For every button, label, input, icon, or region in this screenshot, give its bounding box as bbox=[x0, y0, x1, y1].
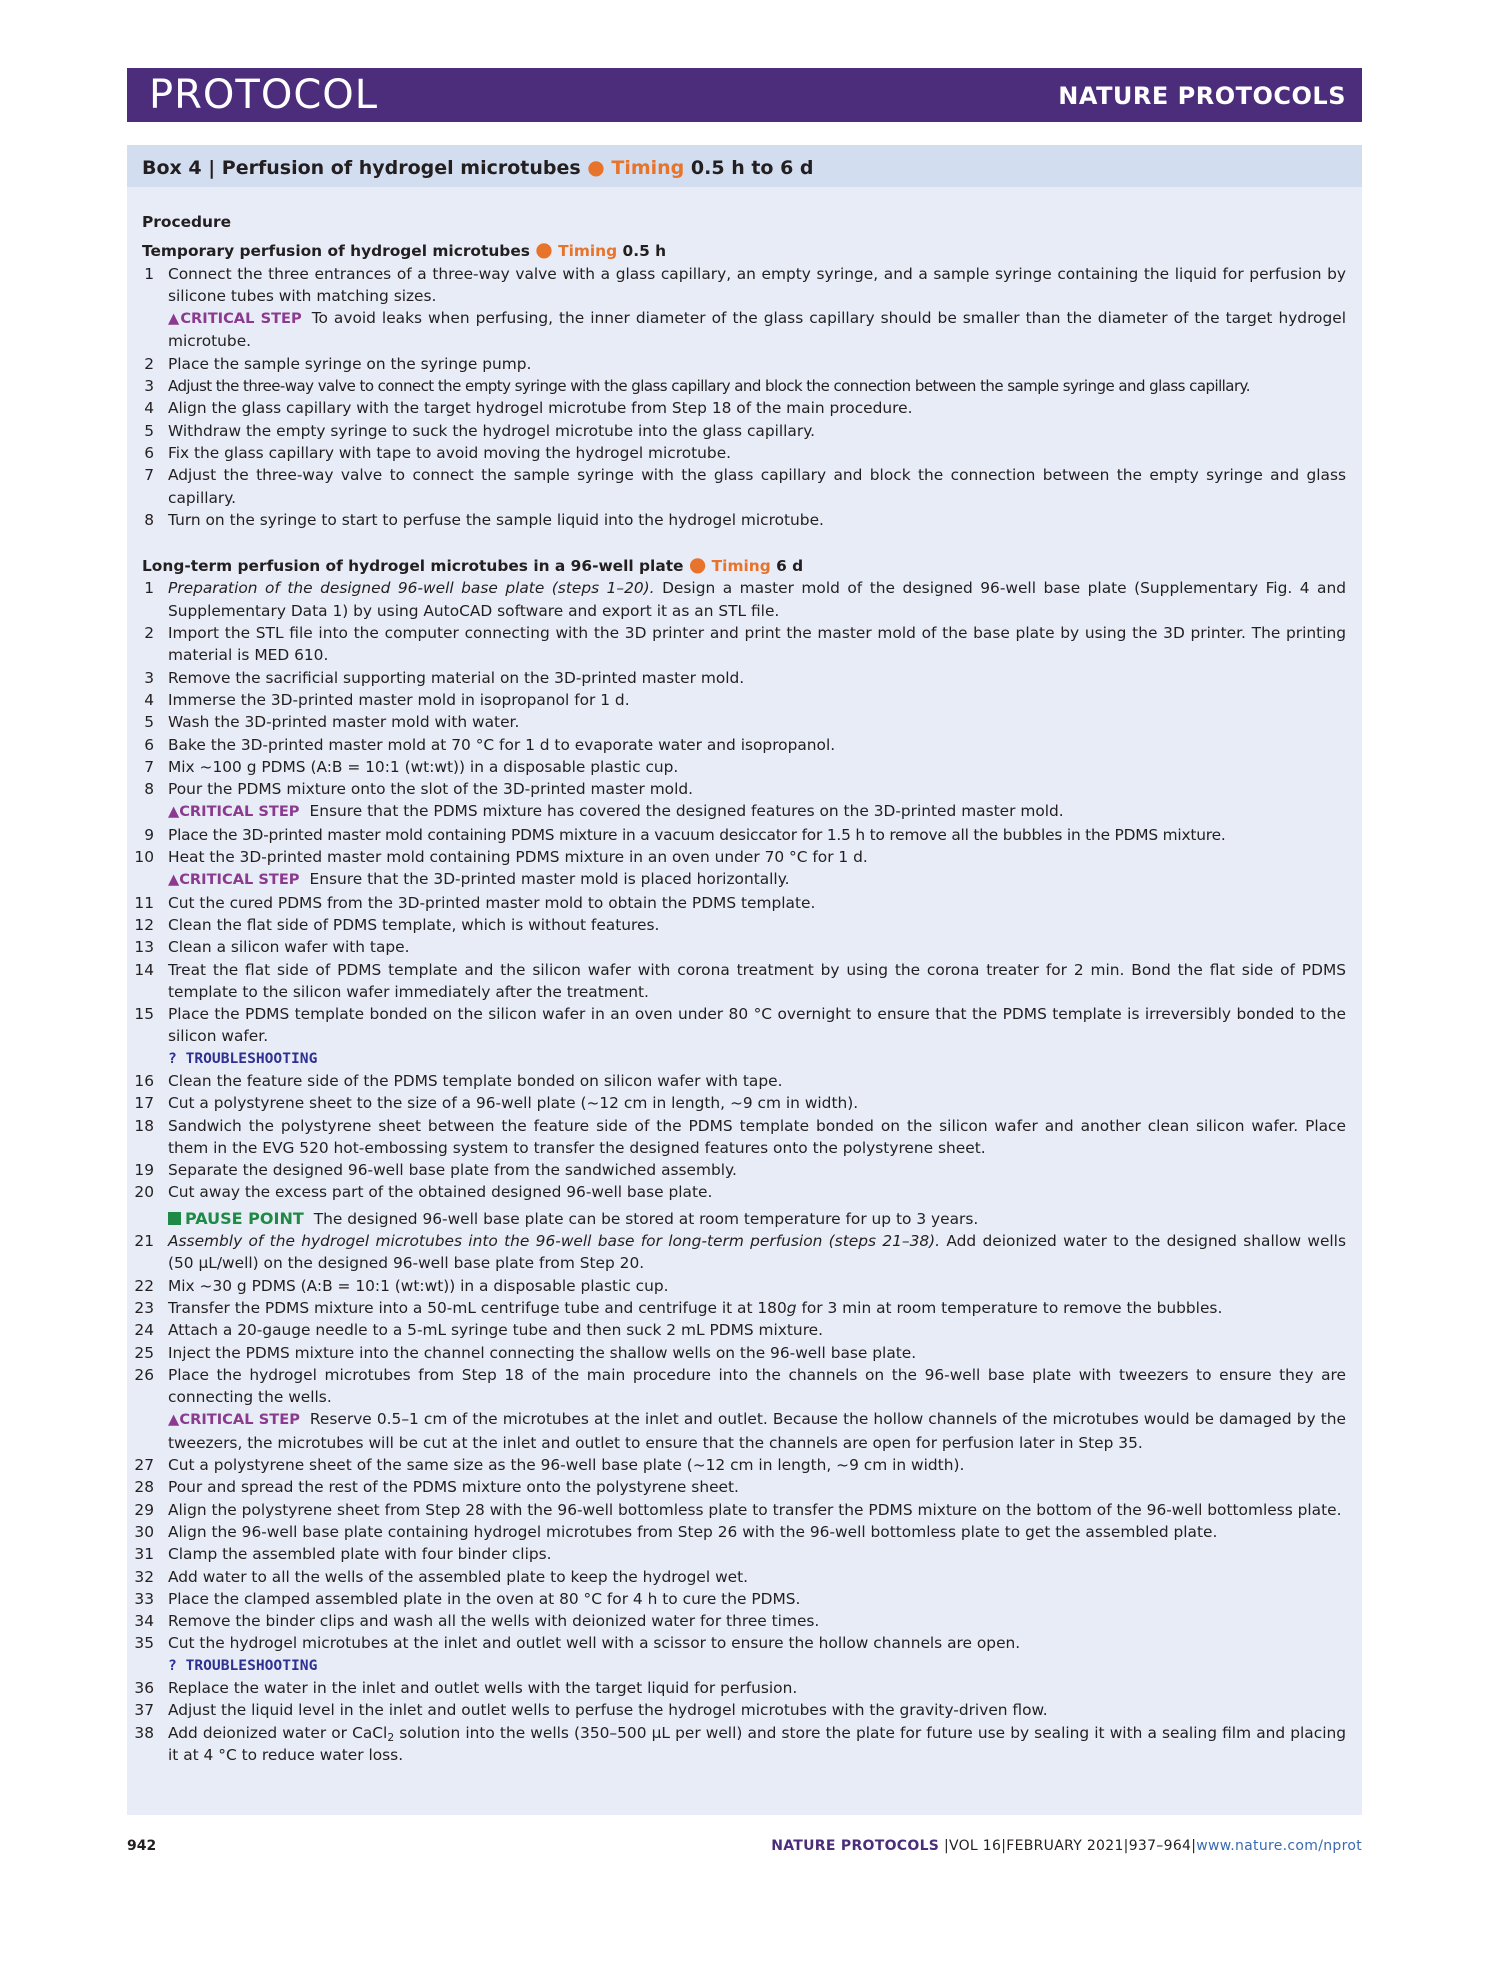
list-item: 9 Place the 3D-printed master mold containing PDMS mixture in a vacuum desiccator for 1.5 h to remove all the bubbles in the PDMS mixture. bbox=[144, 825, 1226, 844]
list-item: 3 Adjust the three-way valve to connect the empty syringe with the glass capillary and block the connection between the sample syringe and glass capillary. bbox=[144, 377, 1250, 396]
list-item: 32 Add water to all the wells of the assembled plate to keep the hydrogel wet. bbox=[134, 1567, 749, 1586]
timing-value: 0.5 h bbox=[622, 242, 667, 261]
list-item: 5 Withdraw the empty syringe to suck the hydrogel microtube into the glass capillary. bbox=[144, 421, 815, 440]
box-title-text: Box 4 | Perfusion of hydrogel microtubes bbox=[142, 157, 581, 179]
list-item: 6 Bake the 3D-printed master mold at 70 °C for 1 d to evaporate water and isopropanol. bbox=[144, 735, 836, 754]
list-item: 25 Inject the PDMS mixture into the channel connecting the shallow wells on the 96-well base plate. bbox=[134, 1343, 917, 1362]
list-item: 28 Pour and spread the rest of the PDMS mixture onto the polystyrene sheet. bbox=[134, 1478, 739, 1497]
critical-step: ▲CRITICAL STEP Ensure that the 3D-printed master mold is placed horizontally. bbox=[168, 870, 790, 889]
list-item: 35 Cut the hydrogel microtubes at the inlet and outlet well with a scissor to ensure the hollow channels are open. bbox=[134, 1634, 1021, 1653]
list-item: 14 Treat the flat side of PDMS template and the silicon wafer with corona treatment by using the corona treater for 2 min. Bond the flat side of PDMS template to the silicon wafer immediately after the treatment. bbox=[134, 960, 1346, 1001]
timing-value: 0.5 h to 6 d bbox=[690, 157, 814, 179]
list-item: 4 Immerse the 3D-printed master mold in isopropanol for 1 d. bbox=[144, 690, 630, 709]
troubleshooting-label: ? TROUBLESHOOTING bbox=[168, 1656, 318, 1674]
list-item: 30 Align the 96-well base plate containing hydrogel microtubes from Step 26 with the 96-well bottomless plate to get the assembled plate. bbox=[134, 1522, 1218, 1541]
temporary-heading-text: Temporary perfusion of hydrogel microtubes bbox=[142, 242, 530, 261]
list-item: 11 Cut the cured PDMS from the 3D-printed master mold to obtain the PDMS template. bbox=[134, 893, 816, 912]
list-item: 31 Clamp the assembled plate with four binder clips. bbox=[134, 1545, 552, 1564]
list-item: 34 Remove the binder clips and wash all the wells with deionized water for three times. bbox=[134, 1612, 820, 1631]
footer-date: FEBRUARY 2021 bbox=[1006, 1838, 1124, 1854]
timing-dot-icon: ● bbox=[535, 237, 553, 262]
list-item: 6 Fix the glass capillary with tape to avoid moving the hydrogel microtube. bbox=[144, 443, 732, 462]
timing-dot-icon: ● bbox=[587, 155, 605, 179]
list-item: 8 Pour the PDMS mixture onto the slot of the 3D-printed master mold. bbox=[144, 780, 694, 799]
list-item: 19 Separate the designed 96-well base plate from the sandwiched assembly. bbox=[134, 1161, 737, 1180]
critical-step: ▲CRITICAL STEP Reserve 0.5–1 cm of the microtubes at the inlet and outlet. Because the hollow channels of the microtubes would be damaged by the tweezers, the microtubes will be cut at the inlet and outlet to ensure that the channels are open for perfusion later in Step 35. bbox=[168, 1410, 1346, 1452]
list-item: 5 Wash the 3D-printed master mold with water. bbox=[144, 713, 520, 732]
long-term-heading-text: Long-term perfusion of hydrogel microtubes in a 96-well plate bbox=[142, 557, 684, 576]
list-item: 1 Connect the three entrances of a three-way valve with a glass capillary, an empty syringe, and a sample syringe containing the liquid for perfusion by silicone tubes with matching sizes. bbox=[144, 264, 1346, 305]
footer-volume: VOL 16 bbox=[948, 1838, 1002, 1854]
list-item: 7 Mix ~100 g PDMS (A:B = 10:1 (wt:wt)) in a disposable plastic cup. bbox=[144, 757, 679, 776]
list-item: 13 Clean a silicon wafer with tape. bbox=[134, 938, 410, 957]
list-item: 27 Cut a polystyrene sheet of the same size as the 96-well base plate (~12 cm in length, ~9 cm in width). bbox=[134, 1456, 965, 1475]
temporary-heading bbox=[142, 238, 1346, 262]
temporary-steps bbox=[142, 263, 1346, 532]
footer-url[interactable]: www.nature.com/nprot bbox=[1196, 1838, 1362, 1854]
list-item: 38 Add deionized water or CaCl$_2$ solution into the wells (350–500 μL per well) and store the plate for future use by sealing it with a sealing film and placing it at 4 °C to reduce water loss. bbox=[134, 1723, 1346, 1764]
list-item: 16 Clean the feature side of the PDMS template bonded on silicon wafer with tape. bbox=[134, 1071, 783, 1090]
long-term-steps bbox=[134, 577, 1346, 1766]
header-bar bbox=[127, 68, 1362, 122]
footer-pages: 937–964 bbox=[1128, 1838, 1192, 1854]
list-item: 23 Transfer the PDMS mixture into a 50-mL centrifuge tube and centrifuge it at 180g for 3 min at room temperature to remove the bubbles. bbox=[134, 1298, 1223, 1317]
list-item: 12 Clean the flat side of PDMS template, which is without features. bbox=[134, 915, 660, 934]
timing-label: Timing bbox=[711, 557, 771, 576]
section-label: PROTOCOL bbox=[149, 72, 379, 118]
journal-name: NATURE PROTOCOLS bbox=[1058, 82, 1346, 110]
list-item: 3 Remove the sacrificial supporting material on the 3D-printed master mold. bbox=[144, 668, 745, 687]
list-item: 1 Preparation of the designed 96-well base plate (steps 1–20). Design a master mold of the designed 96-well base plate (Supplementary Fig. 4 and Supplementary Data 1) by using AutoCAD software and export it as an STL file. bbox=[144, 579, 1346, 620]
list-item: 36 Replace the water in the inlet and outlet wells with the target liquid for perfusion. bbox=[134, 1679, 798, 1697]
list-item: 17 Cut a polystyrene sheet to the size of a 96-well plate (~12 cm in length, ~9 cm in width). bbox=[134, 1094, 859, 1113]
page-number: 942 bbox=[127, 1838, 157, 1854]
timing-label: Timing bbox=[558, 242, 618, 261]
list-item: 20 Cut away the excess part of the obtained designed 96-well base plate. bbox=[134, 1183, 713, 1202]
timing-dot-icon: ● bbox=[688, 552, 707, 577]
list-item: 2 Import the STL file into the computer connecting with the 3D printer and print the master mold of the base plate by using the 3D printer. The printing material is MED 610. bbox=[144, 624, 1346, 665]
list-item: 8 Turn on the syringe to start to perfuse the sample liquid into the hydrogel microtube. bbox=[144, 510, 824, 529]
procedure-heading: Procedure bbox=[142, 213, 232, 231]
box-4 bbox=[127, 145, 1362, 1815]
critical-step: ▲CRITICAL STEP To avoid leaks when perfusing, the inner diameter of the glass capillary should be smaller than the diameter of the target hydrogel microtube. bbox=[168, 309, 1346, 351]
list-item: 2 Place the sample syringe on the syringe pump. bbox=[144, 354, 532, 373]
list-item: 15 Place the PDMS template bonded on the silicon wafer in an oven under 80 °C overnight to ensure that the PDMS template is irreversibly bonded to the silicon wafer. bbox=[134, 1005, 1346, 1046]
box-title-bar bbox=[127, 145, 1362, 187]
journal-citation: NATURE PROTOCOLS |VOL 16|FEBRUARY 2021|937–964|www.nature.com/nprot bbox=[771, 1838, 1362, 1854]
box-title bbox=[142, 155, 814, 179]
list-item: 24 Attach a 20-gauge needle to a 5-mL syringe tube and then suck 2 mL PDMS mixture. bbox=[134, 1321, 824, 1340]
timing-label: Timing bbox=[611, 157, 685, 179]
timing-value: 6 d bbox=[776, 557, 804, 576]
list-item: 26 Place the hydrogel microtubes from Step 18 of the main procedure into the channels on the 96-well base plate with tweezers to ensure they are connecting the wells. bbox=[134, 1365, 1346, 1407]
long-term-heading bbox=[142, 553, 1346, 577]
footer-journal: NATURE PROTOCOLS bbox=[771, 1838, 940, 1854]
list-item: 22 Mix ~30 g PDMS (A:B = 10:1 (wt:wt)) in a disposable plastic cup. bbox=[134, 1276, 669, 1295]
pause-point: PAUSE POINT The designed 96-well base plate can be stored at room temperature for up to 3 years. bbox=[142, 1208, 1346, 1230]
list-item: 18 Sandwich the polystyrene sheet between the feature side of the PDMS template bonded on the silicon wafer and another clean silicon wafer. Place them in the EVG 520 hot-embossing system to transfer the designed features onto the polystyrene sheet. bbox=[134, 1116, 1346, 1157]
list-item: 10 Heat the 3D-printed master mold containing PDMS mixture in an oven under 70 °C for 1 d. bbox=[134, 848, 868, 867]
list-item: 37 Adjust the liquid level in the inlet and outlet wells to perfuse the hydrogel microtubes with the gravity-driven flow. bbox=[134, 1701, 1048, 1720]
troubleshooting-label: ? TROUBLESHOOTING bbox=[168, 1049, 318, 1067]
list-item: 21 Assembly of the hydrogel microtubes into the 96-well base for long-term perfusion (steps 21–38). Add deionized water to the designed shallow wells (50 μL/well) on the designed 96-well base plate from Step 20. bbox=[134, 1232, 1346, 1273]
list-item: 33 Place the clamped assembled plate in the oven at 80 °C for 4 h to cure the PDMS. bbox=[134, 1589, 801, 1608]
list-item: 7 Adjust the three-way valve to connect the sample syringe with the glass capillary and block the connection between the empty syringe and glass capillary. bbox=[144, 466, 1346, 507]
procedure-content bbox=[134, 211, 1346, 1766]
list-item: 29 Align the polystyrene sheet from Step 28 with the 96-well bottomless plate to transfer the PDMS mixture on the bottom of the 96-well bottomless plate. bbox=[134, 1500, 1342, 1519]
pause-square-icon bbox=[168, 1212, 181, 1225]
critical-step: ▲CRITICAL STEP Ensure that the PDMS mixture has covered the designed features on the 3D-printed master mold. bbox=[168, 802, 1064, 821]
list-item: 4 Align the glass capillary with the target hydrogel microtube from Step 18 of the main procedure. bbox=[144, 399, 913, 418]
